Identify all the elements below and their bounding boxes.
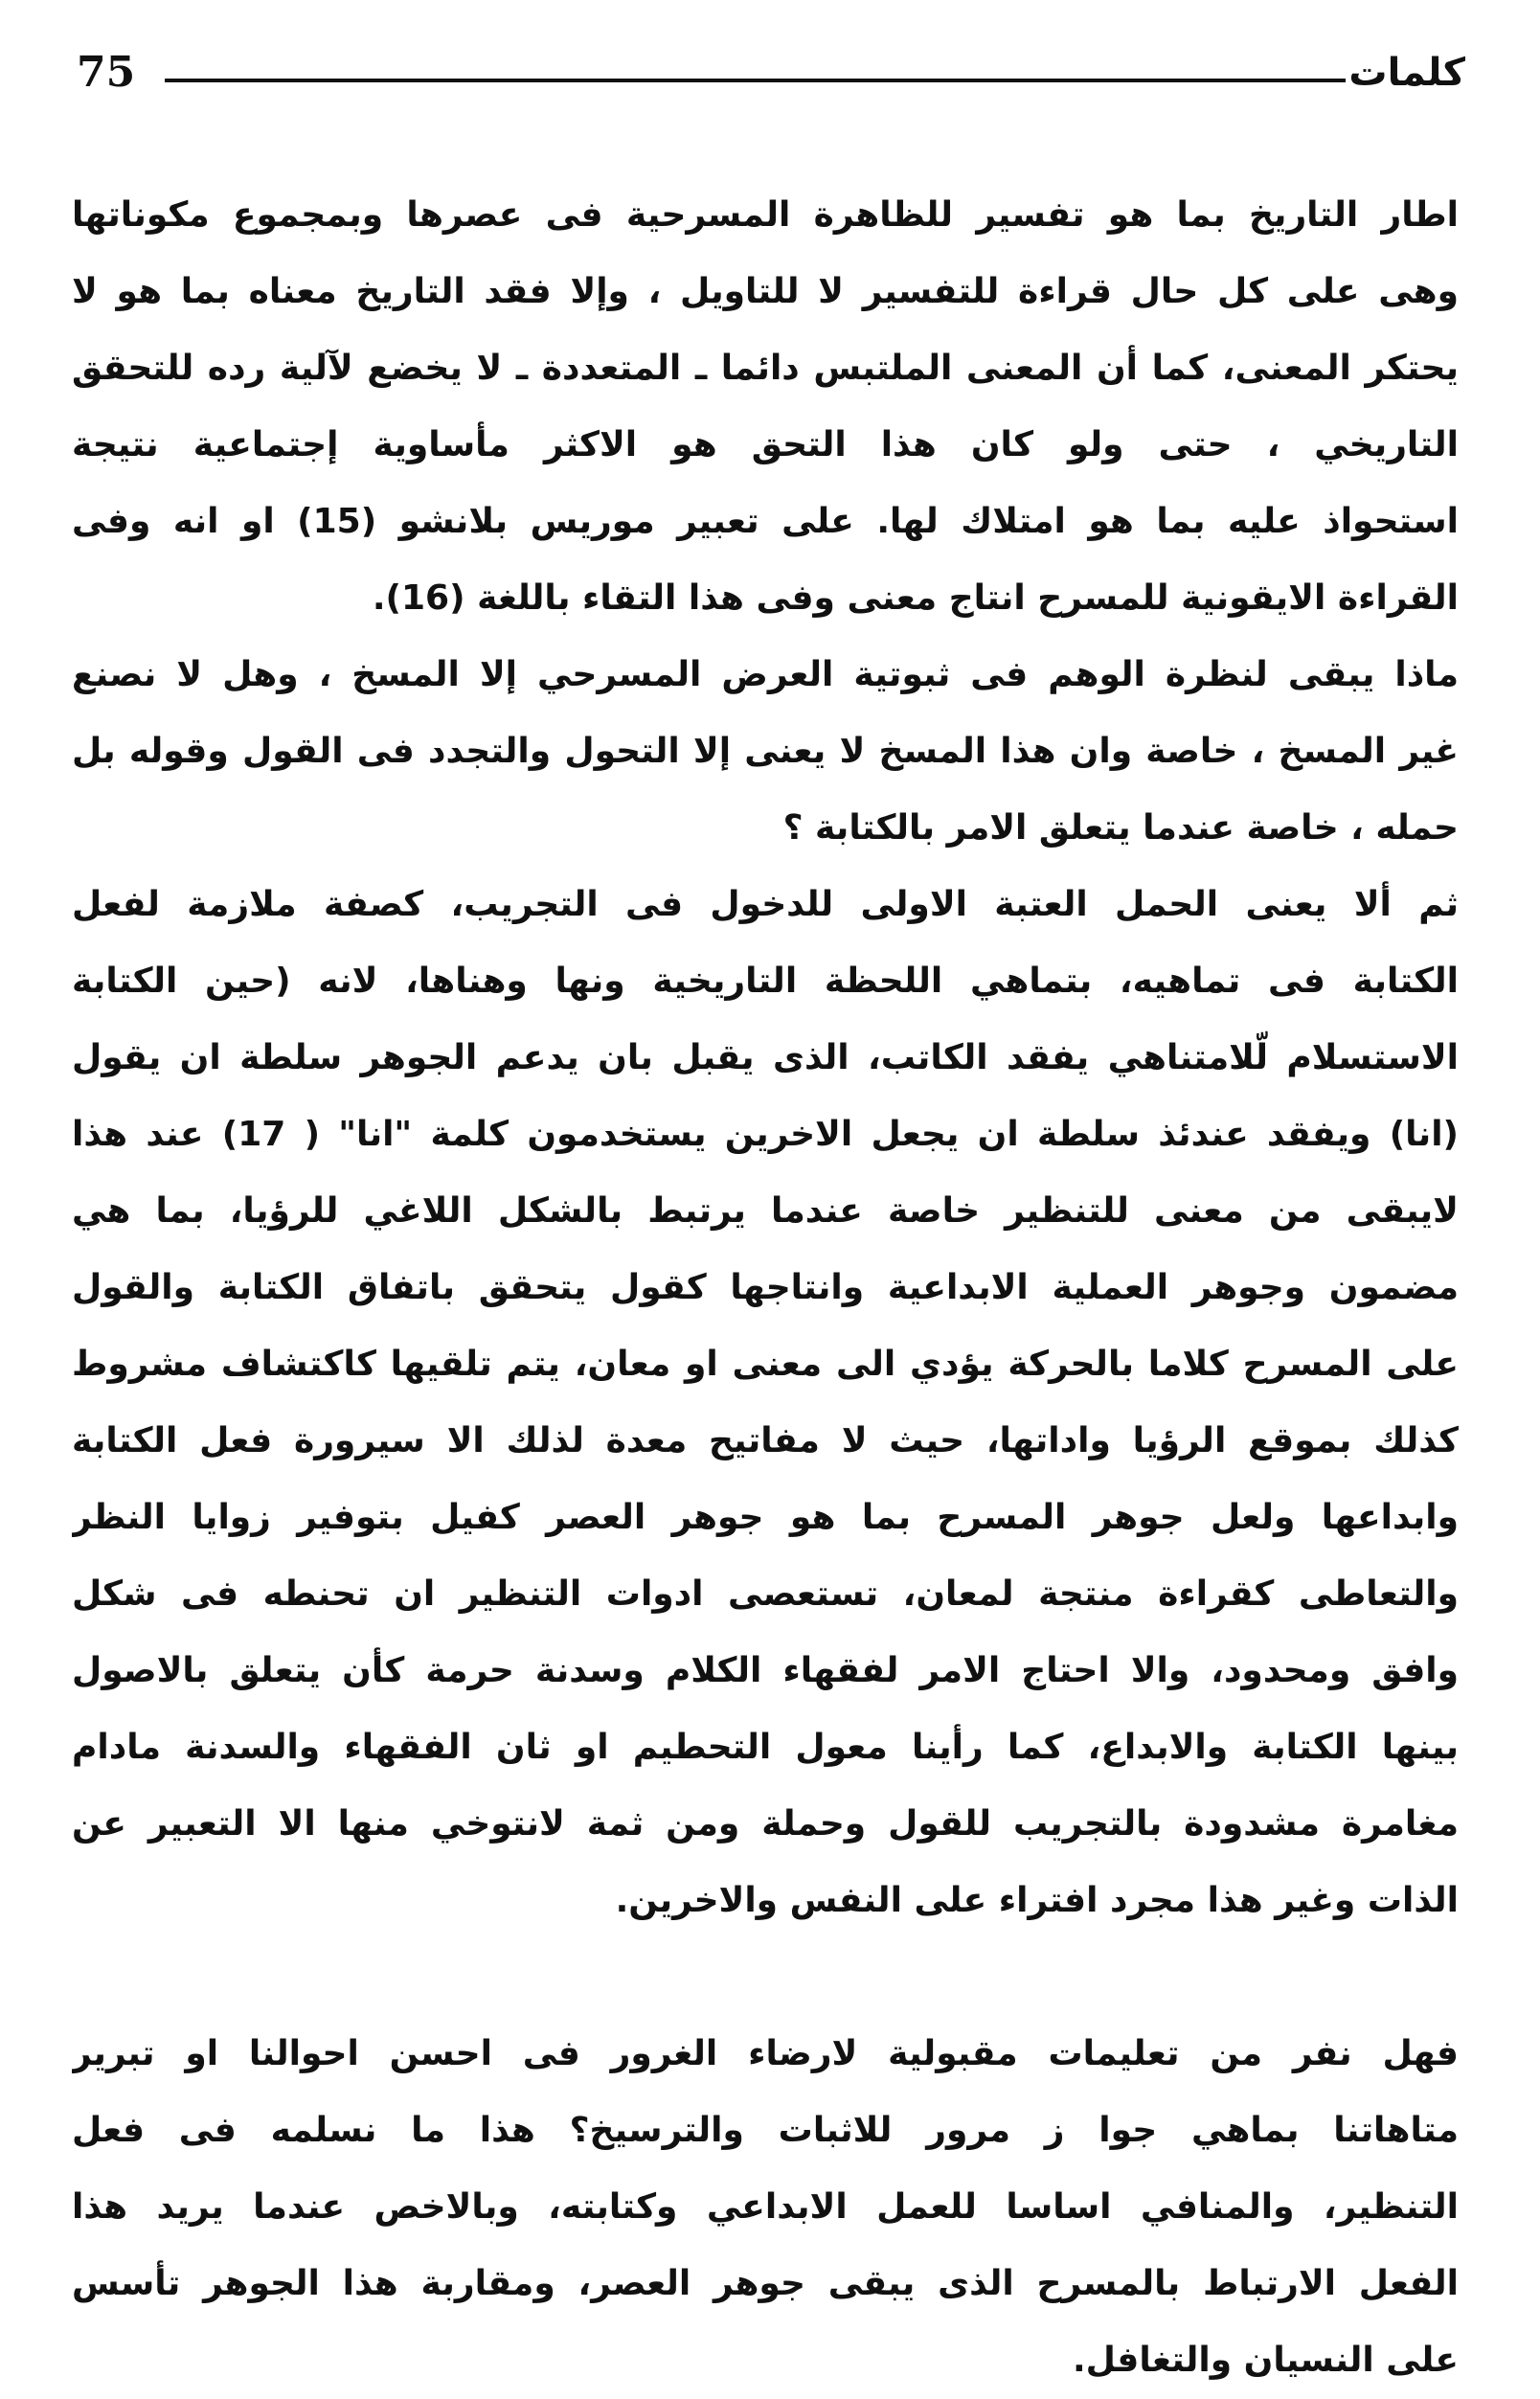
text-line: مضمون وجوهر العملية الابداعية وانتاجها كقول يتحقق باتفاق الكتابة والقول xyxy=(72,1268,1459,1307)
body-text xyxy=(72,177,1459,2399)
running-title: كلمات xyxy=(1348,51,1465,95)
text-line: غير المسخ ، خاصة وان هذا المسخ لا يعنى إلا التحول والتجدد فى القول وقوله بل xyxy=(72,732,1459,771)
text-line: اطار التاريخ بما هو تفسير للظاهرة المسرحية فى عصرها وبمجموع مكوناتها xyxy=(72,195,1459,235)
text-line: والتعاطى كقراءة منتجة لمعان، تستعصى ادوات التنظير ان تحنطه فى شكل xyxy=(72,1574,1459,1614)
text-line: التاريخي ، حتى ولو كان هذا التحق هو الاكثر مأساوية إجتماعية نتيجة xyxy=(72,425,1459,464)
text-line: حمله ، خاصة عندما يتعلق الامر بالكتابة ؟ xyxy=(782,808,1459,848)
paragraph-2 xyxy=(72,637,1459,867)
text-line: وهى على كل حال قراءة للتفسير لا للتاويل ، وإلا فقد التاريخ معناه بما هو لا xyxy=(72,272,1459,311)
text-line: الفعل الارتباط بالمسرح الذى يبقى جوهر العصر، ومقاربة هذا الجوهر تأسس xyxy=(72,2264,1459,2303)
text-line: يحتكر المعنى، كما أن المعنى الملتبس دائما ـ المتعددة ـ لا يخضع لآلية رده للتحقق xyxy=(72,349,1459,388)
paragraph-spacer xyxy=(72,1939,1459,2016)
text-line: فهل نفر من تعليمات مقبولية لارضاء الغرور فى احسن احوالنا او تبرير xyxy=(72,2034,1459,2073)
page-number: 75 xyxy=(77,48,136,97)
text-line: متاهاتنا بماهي جوا ز مرور للاثبات والترسيخ؟ هذا ما نسلمه فى فعل xyxy=(72,2111,1459,2150)
paragraph-4 xyxy=(72,2016,1459,2399)
text-line: على النسيان والتغافل. xyxy=(1072,2341,1459,2380)
text-line: الاستسلام لّلامتناهي يفقد الكاتب، الذى يقبل بان يدعم الجوهر سلطة ان يقول xyxy=(72,1038,1459,1077)
text-line: القراءة الايقونية للمسرح انتاج معنى وفى هذا التقاء باللغة (16). xyxy=(372,578,1459,618)
text-line: الذات وغير هذا مجرد افتراء على النفس والاخرين. xyxy=(615,1881,1459,1920)
text-line: ماذا يبقى لنظرة الوهم فى ثبوتية العرض المسرحي إلا المسخ ، وهل لا نصنع xyxy=(72,655,1459,694)
header-rule xyxy=(165,79,1346,82)
page-header xyxy=(77,38,1465,124)
text-line: ثم ألا يعنى الحمل العتبة الاولى للدخول فى التجريب، كصفة ملازمة لفعل xyxy=(72,885,1459,924)
text-line: لايبقى من معنى للتنظير خاصة عندما يرتبط بالشكل اللاغي للرؤيا، بما هي xyxy=(72,1191,1459,1231)
text-line: على المسرح كلاما بالحركة يؤدي الى معنى او معان، يتم تلقيها كاكتشاف مشروط xyxy=(72,1345,1459,1384)
paragraph-3 xyxy=(72,867,1459,1939)
text-line: بينها الكتابة والابداع، كما رأينا معول التحطيم او ثان الفقهاء والسدنة مادام xyxy=(72,1728,1459,1767)
text-line: (انا) ويفقد عندئذ سلطة ان يجعل الاخرين يستخدمون كلمة "انا" ( 17) عند هذا xyxy=(72,1115,1459,1154)
text-line: كذلك بموقع الرؤيا واداتها، حيث لا مفاتيح معدة لذلك الا سيرورة فعل الكتابة xyxy=(72,1421,1459,1460)
text-line: استحواذ عليه بما هو امتلاك لها. على تعبير موريس بلانشو (15) او انه وفى xyxy=(72,502,1459,541)
text-line: وافق ومحدود، والا احتاج الامر لفقهاء الكلام وسدنة حرمة كأن يتعلق بالاصول xyxy=(72,1651,1459,1690)
text-line: الكتابة فى تماهيه، بتماهي اللحظة التاريخية ونها وهناها، لانه (حين الكتابة xyxy=(72,962,1459,1001)
paragraph-1 xyxy=(72,177,1459,637)
text-line: مغامرة مشدودة بالتجريب للقول وحملة ومن ثمة لانتوخي منها الا التعبير عن xyxy=(72,1804,1459,1844)
text-line: التنظير، والمنافي اساسا للعمل الابداعي وكتابته، وبالاخص عندما يريد هذا xyxy=(72,2187,1459,2227)
text-line: وابداعها ولعل جوهر المسرح بما هو جوهر العصر كفيل بتوفير زوايا النظر xyxy=(72,1498,1459,1537)
